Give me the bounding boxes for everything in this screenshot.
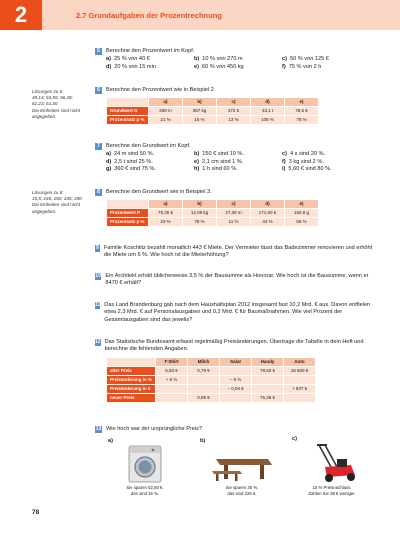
task-5 — [95, 48, 380, 71]
task-12-table — [106, 357, 316, 403]
column-header: c) — [217, 200, 251, 209]
column-header: d) — [251, 200, 285, 209]
section-title: 2.7 Grundaufgaben der Prozentrechnung — [76, 11, 222, 20]
task-item — [106, 151, 194, 158]
table-cell: 0,79 € — [188, 366, 220, 375]
item-label: f) — [282, 158, 286, 165]
task-10 — [95, 273, 380, 288]
table-cell: 23 % — [149, 218, 183, 227]
lawn-mower-icon — [307, 443, 357, 483]
caption-line: 15 % Preisnachlass. — [312, 485, 352, 491]
table-cell — [188, 375, 220, 384]
task-title: Wie hoch war der ursprüngliche Preis? — [106, 426, 203, 432]
task-item — [106, 166, 194, 173]
column-header: b) — [183, 200, 217, 209]
note-line: angegeben. — [32, 208, 57, 214]
task-13 — [95, 426, 380, 433]
item-label: h) — [194, 165, 200, 172]
task-number: 13 — [95, 426, 102, 432]
table-row — [107, 116, 319, 125]
page-number: 78 — [32, 509, 40, 516]
note-line: Lösungen zu 6: — [32, 89, 64, 94]
row-header: Preisänderung in % — [107, 375, 156, 384]
task-item — [282, 64, 370, 71]
column-header: a) — [149, 200, 183, 209]
item-text: 10 % von 270 m — [202, 56, 243, 63]
task-text: Das Statistische Bundesamt erfasst regelmäßig Preisänderungen. Übertrage die Tabelle in dein Heft und berechne die fehlenden Angaben. — [104, 339, 364, 353]
task-item — [282, 159, 370, 166]
item-label: d) — [106, 158, 112, 165]
task-item — [282, 166, 370, 173]
task-12 — [95, 339, 380, 403]
task-8-table — [106, 199, 319, 227]
table-corner — [107, 98, 149, 107]
caption-line: das sind 225 €. — [227, 490, 257, 496]
task-text: Familie Koschlitz bezahlt monatlich 443 € Miete. Der Vermieter lässt das Badezimmer renovieren und erhöht die Miete um 6 %. Wie hoch ist die Mieterhöhung? — [103, 245, 373, 259]
column-header: b) — [183, 98, 217, 107]
note-line: 61,23; 61,36 — [32, 101, 58, 107]
task-number: 6 — [95, 87, 102, 94]
table-corner — [107, 357, 156, 366]
table-cell: 13 % — [217, 116, 251, 125]
item-label: e) — [194, 63, 199, 70]
caption-line: das sind 15 %. — [130, 490, 160, 496]
table-cell — [156, 393, 188, 402]
item-text: 2,1 cm sind 1 %. — [201, 158, 244, 165]
table-cell: 472 € — [217, 107, 251, 116]
item-text: 2,5 t sind 25 %. — [114, 158, 153, 165]
caption-line: Zahlen Sie 38 € weniger. — [308, 490, 356, 496]
illustration-washing-machine — [108, 438, 182, 496]
task-text: Das Land Brandenburg gab nach dem Haushaltsplan 2012 insgesamt fast 10,2 Mrd. € aus. Davon entfielen etwa 2,3 Mrd. € auf Personalausgaben und 0,2 Mrd. € für Baumaßnahmen. Wie viel Prozent der Gesamtausgaben sind das jeweils? — [104, 302, 371, 323]
table-cell: 78,5 € — [285, 107, 319, 116]
item-label: a) — [106, 151, 111, 158]
side-note-solutions-6 — [32, 89, 88, 120]
item-label: c) — [282, 151, 287, 158]
item-label: d) — [106, 63, 112, 70]
item-label: b) — [194, 151, 200, 158]
task-item — [106, 56, 194, 63]
table-row — [107, 393, 316, 402]
table-cell: 21 % — [149, 116, 183, 125]
item-text: 20 % von 15 min — [114, 63, 156, 70]
task-5-items — [106, 56, 380, 71]
table-cell: 156,8 g — [285, 209, 319, 218]
garden-table-bench-icon — [210, 445, 274, 483]
column-header: a) — [149, 98, 183, 107]
task-number: 12 — [95, 339, 101, 345]
row-header: alter Preis — [107, 366, 156, 375]
row-header: Grundwert G — [107, 107, 149, 116]
item-text: 25 % von 40 € — [113, 56, 150, 63]
table-cell — [252, 375, 284, 384]
column-header: Auto — [284, 357, 316, 366]
task-title: Berechne den Grundwert wie in Beispiel 3. — [106, 189, 212, 195]
task-item — [194, 166, 282, 173]
table-cell: 78 % — [183, 218, 217, 227]
item-text: 360 € sind 75 %. — [114, 165, 156, 172]
table-cell: + 837 € — [284, 384, 316, 393]
table-cell: 43,1 t — [251, 107, 285, 116]
item-label: b) — [194, 56, 200, 63]
item-label: a) — [106, 56, 111, 63]
task-number: 11 — [95, 302, 101, 308]
column-header: e) — [285, 98, 319, 107]
task-text: Ein Architekt erhält üblicherweise 3,5 % der Bausumme als Honorar. Wie hoch ist die Bausumme, wenn er 8470 € erhält? — [105, 273, 369, 287]
table-corner — [107, 200, 149, 209]
table-cell: 11 % — [217, 218, 251, 227]
table-cell: 78,50 € — [252, 366, 284, 375]
task-11 — [95, 302, 380, 324]
note-line: Lösungen zu 8: — [32, 190, 64, 195]
task-title: Berechne den Prozentwert wie in Beispiel 2. — [106, 87, 216, 93]
table-cell: 75,36 € — [252, 393, 284, 402]
column-header: Handy — [252, 357, 284, 366]
column-header: e) — [285, 200, 319, 209]
table-cell: 44 % — [251, 218, 285, 227]
column-header: c) — [217, 98, 251, 107]
item-text: 5,60 € sind 80 %. — [288, 165, 332, 172]
column-header: d) — [251, 98, 285, 107]
task-item — [194, 64, 282, 71]
item-text: 3 kg sind 2 %. — [288, 158, 324, 165]
task-number: 7 — [95, 143, 102, 150]
table-row — [107, 366, 316, 375]
item-text: 150 € sind 10 %. — [202, 151, 244, 158]
table-cell: 18 600 € — [284, 366, 316, 375]
task-number: 8 — [95, 189, 102, 196]
table-cell: 12,09 kg — [183, 209, 217, 218]
item-label: a) — [108, 438, 113, 444]
task-number: 5 — [95, 48, 102, 55]
illustration-lawn-mower — [292, 436, 372, 496]
table-cell: 171,60 € — [251, 209, 285, 218]
task-7 — [95, 143, 380, 173]
caption-line: Sie sparen 52,50 €, — [126, 485, 164, 491]
table-cell: 78 % — [285, 116, 319, 125]
table-cell: − 0,04 € — [220, 384, 252, 393]
table-cell — [252, 384, 284, 393]
table-cell — [220, 393, 252, 402]
item-text: 50 % von 125 € — [289, 56, 329, 63]
row-header: Prozentsatz p % — [107, 218, 149, 227]
column-header: Salat — [220, 357, 252, 366]
table-cell: − 5 % — [220, 375, 252, 384]
table-cell: 0,89 € — [188, 393, 220, 402]
item-label: e) — [194, 158, 199, 165]
task-item — [106, 64, 194, 71]
table-row — [107, 218, 319, 227]
note-line: Die Einheiten sind nicht — [32, 107, 81, 113]
row-header: Prozentwert P — [107, 209, 149, 218]
task-item — [194, 159, 282, 166]
item-text: 75 % von 2 h — [288, 63, 322, 70]
item-text: 60 % von 450 kg — [201, 63, 244, 70]
table-cell: 56 % — [285, 218, 319, 227]
note-line: Die Einheiten sind nicht — [32, 202, 81, 208]
row-header: neuer Preis — [107, 393, 156, 402]
task-6 — [95, 87, 380, 125]
task-title: Berechne den Grundwert im Kopf. — [106, 143, 191, 149]
note-line: 15,5; 246; 280; 345; 390 — [32, 196, 82, 202]
task-7-items — [106, 151, 380, 173]
row-header: Prozentsatz p % — [107, 116, 149, 125]
side-note-solutions-8 — [32, 190, 88, 215]
item-text: 1 h sind 60 %. — [202, 165, 238, 172]
task-item — [194, 151, 282, 158]
table-cell — [188, 384, 220, 393]
task-9 — [95, 245, 380, 260]
table-cell: 357 kg — [183, 107, 217, 116]
table-cell: + 6 % — [156, 375, 188, 384]
table-cell: 15 % — [183, 116, 217, 125]
table-row — [107, 375, 316, 384]
item-label: g) — [106, 165, 112, 172]
row-header: Preisänderung in € — [107, 384, 156, 393]
washing-machine-icon — [128, 445, 162, 483]
item-label: c) — [282, 56, 287, 63]
note-line: 49,14; 53,55; 56,28; — [32, 95, 73, 101]
task-number: 10 — [95, 273, 101, 279]
table-cell: 108 % — [251, 116, 285, 125]
table-row — [107, 107, 319, 116]
table-cell: 5,50 € — [156, 366, 188, 375]
table-cell: 79,35 € — [149, 209, 183, 218]
item-label: b) — [200, 438, 206, 444]
task-6-table — [106, 97, 319, 125]
illustration-garden-furniture — [200, 438, 284, 496]
table-cell — [284, 393, 316, 402]
table-row — [107, 209, 319, 218]
task-item — [194, 56, 282, 63]
chapter-number: 2 — [0, 0, 42, 30]
caption-line: Sie sparen 30 %, — [225, 485, 259, 491]
table-row — [107, 384, 316, 393]
table-cell — [156, 384, 188, 393]
item-text: 24 m sind 50 %. — [113, 151, 155, 158]
table-cell: 27,06 m — [217, 209, 251, 218]
item-label: f) — [282, 63, 286, 70]
table-cell — [284, 375, 316, 384]
column-header: T-Shirt — [156, 357, 188, 366]
item-text: 4 s sind 20 %. — [289, 151, 326, 158]
table-cell: 268 m — [149, 107, 183, 116]
task-item — [106, 159, 194, 166]
task-number: 9 — [96, 245, 99, 251]
item-label: c) — [292, 436, 297, 442]
item-label: i) — [282, 165, 286, 172]
task-8 — [95, 189, 380, 227]
task-item — [282, 151, 370, 158]
column-header: Milch — [188, 357, 220, 366]
note-line: angegeben. — [32, 113, 57, 119]
task-title: Berechne den Prozentwert im Kopf. — [106, 48, 195, 54]
task-item — [282, 56, 370, 63]
table-cell — [220, 366, 252, 375]
